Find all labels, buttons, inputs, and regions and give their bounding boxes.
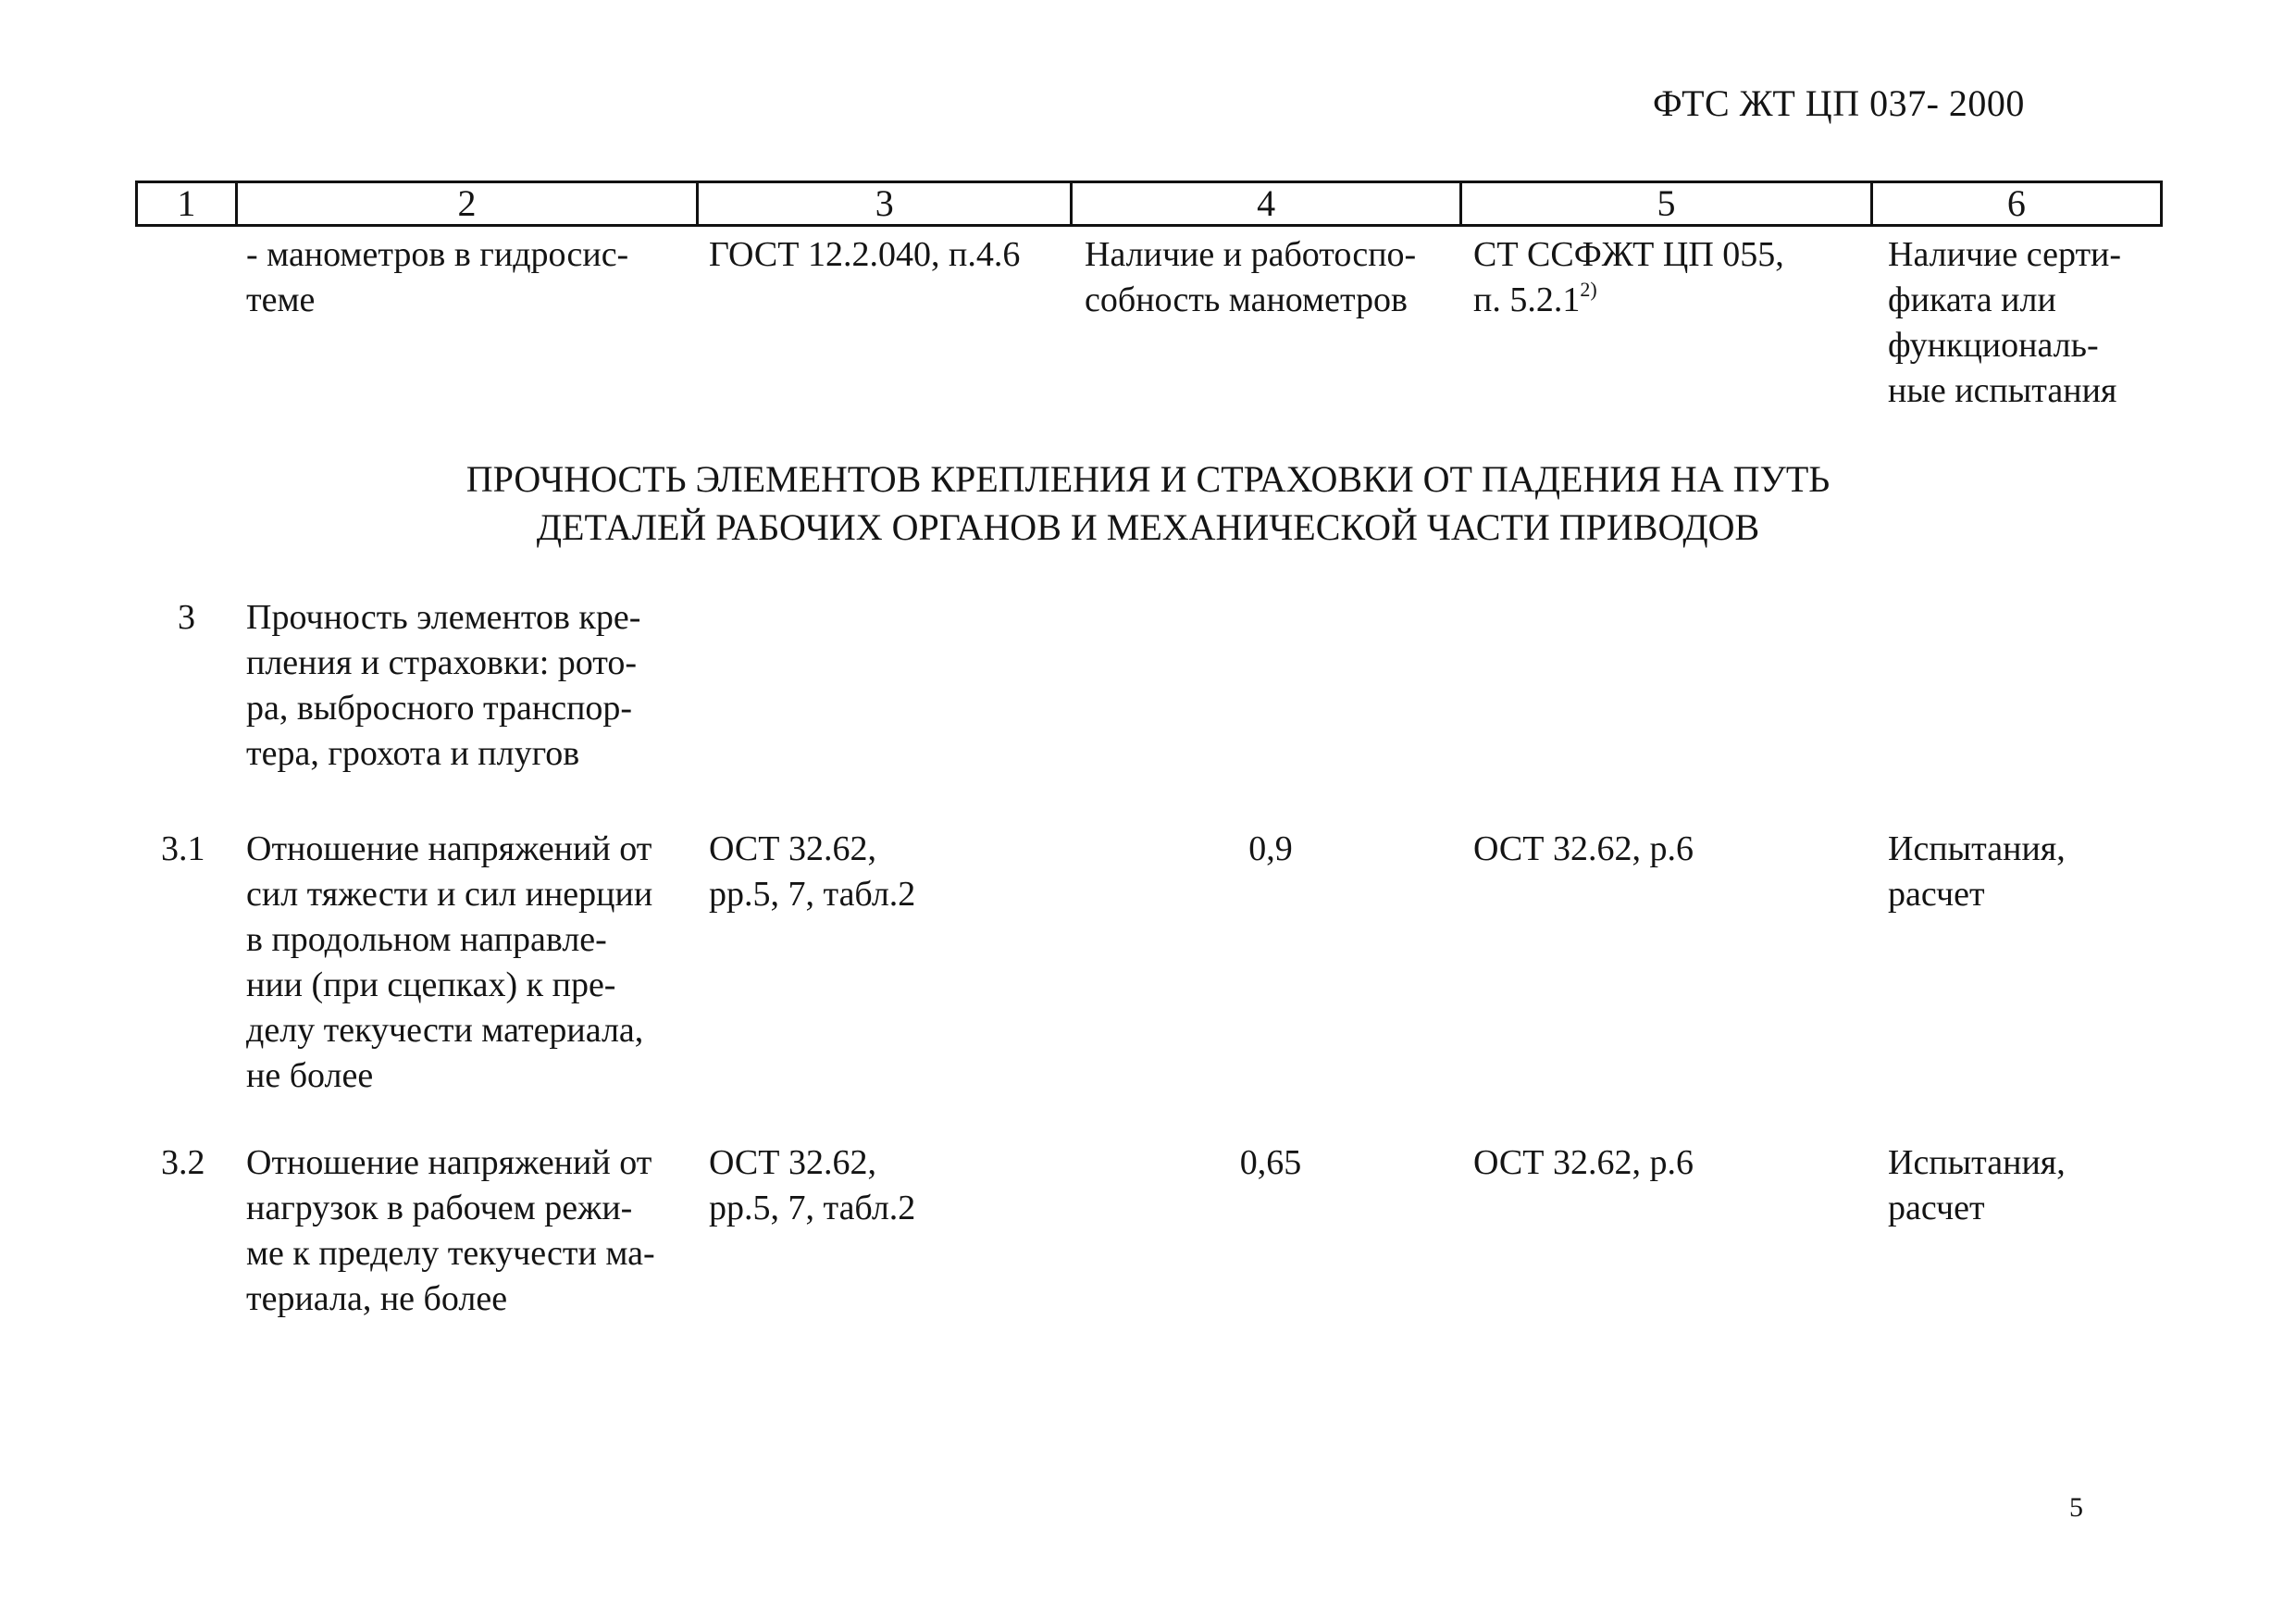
row-3-number: 3 bbox=[178, 598, 195, 637]
text-line: ме к пределу текучести ма- bbox=[246, 1234, 655, 1273]
text-line: пления и страховки: рото- bbox=[246, 643, 638, 682]
text-line: сил тяжести и сил инерции bbox=[246, 875, 653, 914]
continued-row-value bbox=[1085, 232, 1416, 323]
text-line: теме bbox=[246, 280, 316, 319]
text-line: ГОСТ 12.2.040, п.4.6 bbox=[709, 235, 1021, 274]
text-line bbox=[1473, 278, 1784, 327]
continued-row-confirmation bbox=[1888, 232, 2121, 414]
text-line: фиката или bbox=[1888, 280, 2056, 319]
text-line: в продольном направле- bbox=[246, 920, 607, 959]
column-number-5: 5 bbox=[1462, 183, 1873, 224]
row-3-2-standard bbox=[709, 1140, 915, 1231]
text-line: собность манометров bbox=[1085, 280, 1408, 319]
text-line: расчет bbox=[1888, 1189, 1985, 1227]
method-text: п. 5.2.1 bbox=[1473, 280, 1581, 319]
column-number-6: 6 bbox=[2006, 182, 2026, 224]
text-line: функциональ- bbox=[1888, 326, 2099, 365]
text-line: ОСТ 32.62, bbox=[709, 1143, 876, 1182]
text-line: Отношение напряжений от bbox=[246, 1143, 652, 1182]
page-number: 5 bbox=[2069, 1492, 2083, 1523]
row-3-1-method bbox=[1473, 827, 1694, 872]
text-line: рр.5, 7, табл.2 bbox=[709, 875, 916, 914]
text-line: Прочность элементов кре- bbox=[246, 598, 641, 637]
text-line: Наличие и работоспо- bbox=[1085, 235, 1417, 274]
text-line: ОСТ 32.62, р.6 bbox=[1473, 1143, 1694, 1182]
column-number-4: 4 bbox=[1073, 183, 1462, 224]
continued-row-standard bbox=[709, 232, 1020, 278]
text-line: тера, грохота и плугов bbox=[246, 734, 580, 773]
row-3-2-name bbox=[246, 1140, 655, 1322]
text-line: нии (при сцепках) к пре- bbox=[246, 965, 616, 1004]
text-line: Испытания, bbox=[1888, 1143, 2066, 1182]
text-line: СТ ССФЖТ ЦП 055, bbox=[1473, 235, 1784, 274]
text-line: расчет bbox=[1888, 875, 1985, 914]
text-line: ОСТ 32.62, р.6 bbox=[1473, 829, 1694, 868]
column-number-3: 3 bbox=[699, 183, 1073, 224]
text-line: ные испытания bbox=[1888, 371, 2117, 410]
column-number-2: 2 bbox=[238, 183, 700, 224]
continued-row-name bbox=[246, 232, 628, 323]
row-3-2-method bbox=[1473, 1140, 1694, 1186]
section-title bbox=[0, 455, 2296, 552]
text-line: не более bbox=[246, 1056, 374, 1095]
text-line: териала, не более bbox=[246, 1279, 508, 1318]
row-3-1-value: 0,9 bbox=[1248, 829, 1293, 868]
section-title-line: ДЕТАЛЕЙ РАБОЧИХ ОРГАНОВ И МЕХАНИЧЕСКОЙ ЧАСТИ ПРИВОДОВ bbox=[536, 506, 1760, 548]
row-3-1-name bbox=[246, 827, 652, 1099]
row-3-1-standard bbox=[709, 827, 915, 917]
text-line: рр.5, 7, табл.2 bbox=[709, 1189, 916, 1227]
column-number-header bbox=[135, 181, 2163, 227]
section-title-line: ПРОЧНОСТЬ ЭЛЕМЕНТОВ КРЕПЛЕНИЯ И СТРАХОВКИ ОТ ПАДЕНИЯ НА ПУТЬ bbox=[465, 458, 1831, 500]
document-code: ФТС ЖТ ЦП 037- 2000 bbox=[1653, 82, 2025, 124]
row-3-2-confirmation bbox=[1888, 1140, 2066, 1231]
text-line: ОСТ 32.62, bbox=[709, 829, 876, 868]
column-number-1: 1 bbox=[138, 183, 238, 224]
text-line: Наличие серти- bbox=[1888, 235, 2122, 274]
row-3-2-value: 0,65 bbox=[1239, 1143, 1302, 1182]
text-line: - манометров в гидросис- bbox=[246, 235, 629, 274]
text-line: нагрузок в рабочем режи- bbox=[246, 1189, 633, 1227]
row-3-name bbox=[246, 595, 640, 777]
text-line: ра, выбросного транспор- bbox=[246, 689, 633, 728]
text-line: Испытания, bbox=[1888, 829, 2066, 868]
footnote-marker: 2) bbox=[1580, 278, 1597, 301]
row-3-1-confirmation bbox=[1888, 827, 2066, 917]
text-line: Отношение напряжений от bbox=[246, 829, 652, 868]
continued-row-method bbox=[1473, 232, 1784, 327]
row-3-1-number: 3.1 bbox=[161, 829, 205, 868]
row-3-2-number: 3.2 bbox=[161, 1143, 205, 1182]
text-line: делу текучести материала, bbox=[246, 1011, 644, 1050]
